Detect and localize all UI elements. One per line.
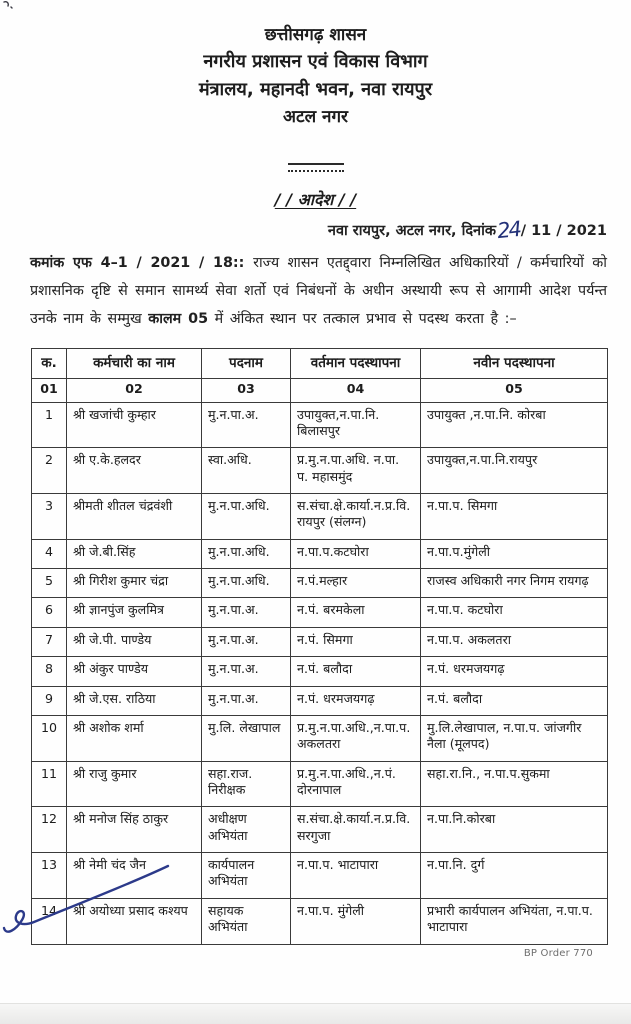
table-header-row bbox=[32, 348, 608, 379]
table-row bbox=[32, 657, 608, 686]
cell-employee-name: श्री मनोज सिंह ठाकुर bbox=[67, 807, 202, 853]
cell-new-posting: न.पा.प.मुंगेली bbox=[421, 539, 608, 568]
header-serial: क. bbox=[32, 348, 67, 379]
cell-current-posting: न.पं. धरमजयगढ़ bbox=[291, 686, 421, 715]
cell-designation: स्वा.अधि. bbox=[202, 448, 291, 494]
col-number: 02 bbox=[67, 379, 202, 402]
cell-new-posting: न.पं. बलौदा bbox=[421, 686, 608, 715]
cell-current-posting: प्र.मु.न.पा.अधि. न.पा. प. महासमुंद bbox=[291, 448, 421, 494]
corner-pen-mark bbox=[2, 0, 18, 19]
cell-current-posting: स.संचा.क्षे.कार्या.न.प्र.वि. सरगुजा bbox=[291, 807, 421, 853]
place-date-prefix: नवा रायपुर, अटल नगर, दिनांक bbox=[327, 223, 496, 240]
cell-serial: 5 bbox=[32, 569, 67, 598]
cell-employee-name: श्री ए.के.हलदर bbox=[67, 448, 202, 494]
cell-employee-name: श्री ज्ञानपुंज कुलमित्र bbox=[67, 598, 202, 627]
cell-designation: मु.न.पा.अ. bbox=[202, 598, 291, 627]
cell-employee-name: श्री अंकुर पाण्डेय bbox=[67, 657, 202, 686]
cell-new-posting: उपायुक्त,न.पा.नि.रायपुर bbox=[421, 448, 608, 494]
cell-serial: 2 bbox=[32, 448, 67, 494]
cell-designation: मु.लि. लेखापाल bbox=[202, 715, 291, 761]
department-name: नगरीय प्रशासन एवं विकास विभाग bbox=[203, 51, 428, 73]
cell-new-posting: सहा.रा.नि., न.पा.प.सुकमा bbox=[421, 761, 608, 807]
cell-designation: मु.न.पा.अधि. bbox=[202, 494, 291, 540]
body-segment: में अंकित स्थान पर तत्काल प्रभाव से पदस्थ करता है :– bbox=[208, 310, 517, 327]
table-row bbox=[32, 715, 608, 761]
cell-current-posting: न.पं. बरमकेला bbox=[291, 598, 421, 627]
cell-new-posting: न.पा.नि. दुर्ग bbox=[421, 853, 608, 899]
office-address: मंत्रालय, महानदी भवन, नवा रायपुर bbox=[198, 79, 433, 101]
cell-new-posting: न.पा.नि.कोरबा bbox=[421, 807, 608, 853]
col-number: 01 bbox=[32, 379, 67, 402]
cell-current-posting: न.पं. सिमगा bbox=[291, 627, 421, 656]
footer-order-number: BP Order 770 bbox=[523, 948, 593, 959]
cell-designation: मु.न.पा.अधि. bbox=[202, 539, 291, 568]
cell-new-posting: न.पा.प. सिमगा bbox=[421, 494, 608, 540]
cell-serial: 3 bbox=[32, 494, 67, 540]
cell-employee-name: श्री गिरीश कुमार चंद्रा bbox=[67, 569, 202, 598]
cell-current-posting: न.पा.प. भाटापारा bbox=[291, 853, 421, 899]
cell-serial: 10 bbox=[32, 715, 67, 761]
order-heading-text: / / आदेश / / bbox=[274, 190, 357, 210]
cell-employee-name: श्री खजांची कुम्हार bbox=[67, 402, 202, 448]
col-number: 04 bbox=[291, 379, 421, 402]
table-row bbox=[32, 448, 608, 494]
cell-serial: 11 bbox=[32, 761, 67, 807]
body-segment: कमांक एफ 4–1 / 2021 / 18:: bbox=[30, 255, 254, 272]
city-name: अटल नगर bbox=[283, 107, 348, 128]
cell-current-posting: प्र.मु.न.पा.अधि.,न.पा.प. अकलतरा bbox=[291, 715, 421, 761]
cell-employee-name: श्री नेमी चंद जैन bbox=[67, 853, 202, 899]
cell-employee-name: श्री जे.पी. पाण्डेय bbox=[67, 627, 202, 656]
cell-current-posting: न.पं. बलौदा bbox=[291, 657, 421, 686]
table-row bbox=[32, 853, 608, 899]
cell-designation: सहा.राज. निरीक्षक bbox=[202, 761, 291, 807]
cell-designation: सहायक अभियंता bbox=[202, 898, 291, 944]
cell-serial: 12 bbox=[32, 807, 67, 853]
cell-current-posting: न.पा.प. मुंगेली bbox=[291, 898, 421, 944]
cell-employee-name: श्री अयोध्या प्रसाद कश्यप bbox=[67, 898, 202, 944]
cell-designation: अधीक्षण अभियंता bbox=[202, 807, 291, 853]
scan-edge-band bbox=[0, 1003, 631, 1024]
govt-name: छत्तीसगढ़ शासन bbox=[264, 25, 367, 45]
cell-designation: मु.न.पा.अ. bbox=[202, 657, 291, 686]
table-row bbox=[32, 761, 608, 807]
header-new-posting: नवीन पदस्थापना bbox=[421, 348, 608, 379]
cell-designation: मु.न.पा.अ. bbox=[202, 402, 291, 448]
table-row bbox=[32, 807, 608, 853]
column-number-row bbox=[32, 379, 608, 402]
cell-new-posting: न.पा.प. अकलतरा bbox=[421, 627, 608, 656]
cell-designation: कार्यपालन अभियंता bbox=[202, 853, 291, 899]
col-number: 05 bbox=[421, 379, 608, 402]
date-suffix: / 11 / 2021 bbox=[520, 223, 607, 240]
cell-serial: 4 bbox=[32, 539, 67, 568]
cell-current-posting: प्र.मु.न.पा.अधि.,न.पं. दोरनापाल bbox=[291, 761, 421, 807]
table-row bbox=[32, 402, 608, 448]
cell-serial: 7 bbox=[32, 627, 67, 656]
cell-employee-name: श्रीमती शीतल चंद्रवंशी bbox=[67, 494, 202, 540]
cell-current-posting: उपायुक्त,न.पा.नि. बिलासपुर bbox=[291, 402, 421, 448]
body-segment: कालम 05 bbox=[148, 310, 209, 327]
cell-designation: मु.न.पा.अ. bbox=[202, 686, 291, 715]
cell-employee-name: श्री राजु कुमार bbox=[67, 761, 202, 807]
table-row bbox=[32, 898, 608, 944]
cell-designation: मु.न.पा.अ. bbox=[202, 627, 291, 656]
cell-current-posting: न.पं.मल्हार bbox=[291, 569, 421, 598]
cell-serial: 9 bbox=[32, 686, 67, 715]
cell-serial: 1 bbox=[32, 402, 67, 448]
table-row bbox=[32, 494, 608, 540]
cell-new-posting: उपायुक्त ,न.पा.नि. कोरबा bbox=[421, 402, 608, 448]
cell-serial: 14 bbox=[32, 898, 67, 944]
cell-new-posting: मु.लि.लेखापाल, न.पा.प. जांजगीर नैला (मूलपद) bbox=[421, 715, 608, 761]
header-designation: पदनाम bbox=[202, 348, 291, 379]
order-heading bbox=[0, 188, 631, 210]
cell-new-posting: न.पा.प. कटघोरा bbox=[421, 598, 608, 627]
dashed-separator bbox=[288, 163, 344, 172]
cell-new-posting: राजस्व अधिकारी नगर निगम रायगढ़ bbox=[421, 569, 608, 598]
table-row bbox=[32, 569, 608, 598]
cell-designation: मु.न.पा.अधि. bbox=[202, 569, 291, 598]
table-row bbox=[32, 627, 608, 656]
table-row bbox=[32, 686, 608, 715]
place-date-line bbox=[0, 216, 607, 244]
col-number: 03 bbox=[202, 379, 291, 402]
cell-serial: 8 bbox=[32, 657, 67, 686]
cell-current-posting: न.पा.प.कटघोरा bbox=[291, 539, 421, 568]
body-segment: राज्य शासन एतद्द्वारा निम्नलिखित अधिकारियों / कर्मचारियों को प्रशासनिक दृष्टि से समान सामर्थ्य सेवा शर्तो एवं निबंधनों के अधीन अस्थायी रूप से आगामी आदेश पर्यन्त उनके नाम के सम्मुख bbox=[30, 255, 607, 327]
cell-serial: 6 bbox=[32, 598, 67, 627]
cell-employee-name: श्री जे.एस. राठिया bbox=[67, 686, 202, 715]
cell-new-posting: न.पं. धरमजयगढ़ bbox=[421, 657, 608, 686]
table-row bbox=[32, 539, 608, 568]
header-current-posting: वर्तमान पदस्थापना bbox=[291, 348, 421, 379]
cell-current-posting: स.संचा.क्षे.कार्या.न.प्र.वि. रायपुर (संलग्न) bbox=[291, 494, 421, 540]
header-employee-name: कर्मचारी का नाम bbox=[67, 348, 202, 379]
handwritten-day: 24 bbox=[496, 216, 522, 244]
order-body-paragraph bbox=[30, 250, 607, 334]
cell-new-posting: प्रभारी कार्यपालन अभियंता, न.पा.प. भाटापारा bbox=[421, 898, 608, 944]
letterhead bbox=[0, 0, 631, 180]
cell-serial: 13 bbox=[32, 853, 67, 899]
transfer-order-table bbox=[31, 348, 608, 945]
table-row bbox=[32, 598, 608, 627]
cell-employee-name: श्री अशोक शर्मा bbox=[67, 715, 202, 761]
cell-employee-name: श्री जे.बी.सिंह bbox=[67, 539, 202, 568]
